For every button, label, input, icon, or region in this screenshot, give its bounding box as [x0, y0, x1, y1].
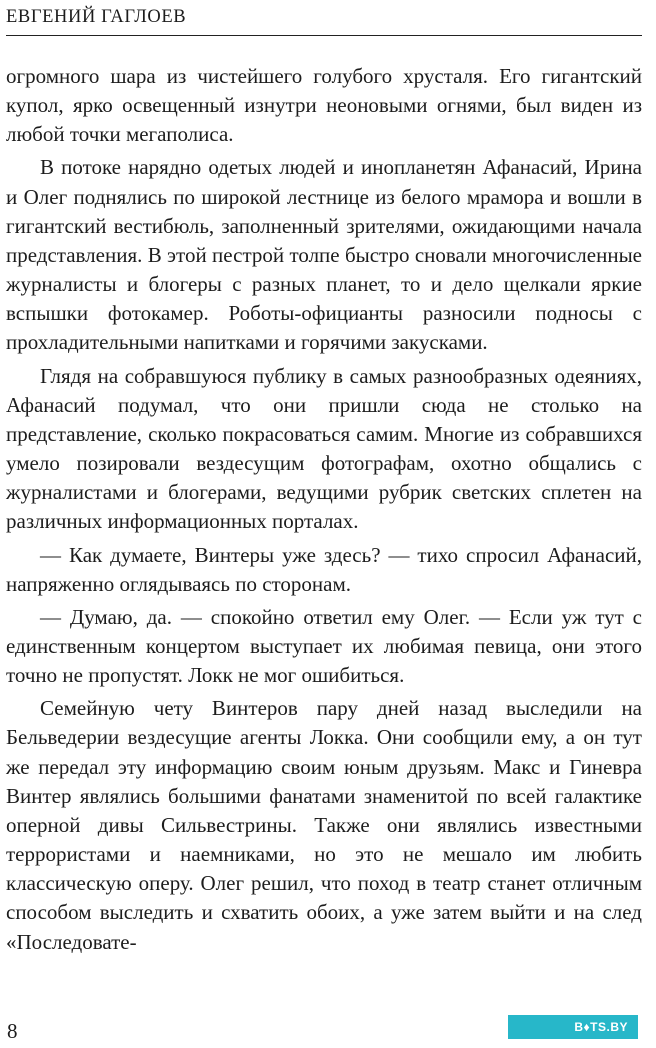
paragraph: Глядя на собравшуюся публику в самых разнообразных одеяниях, Афанасий подумал, что они пришли сюда не столько на представление, сколько покрасоваться самим. Многие из собравшихся умело позировали вездесущим фотографам, охотно общались с журналистами и блогерами, ведущими рубрик светских сплетен на различных информационных порталах.: [6, 363, 642, 534]
page-text: [6, 62, 642, 961]
page-number: 8: [7, 1019, 18, 1043]
paragraph: огромного шара из чистейшего голубого хрусталя. Его гигантский купол, ярко освещенный изнутри неоновыми огнями, был виден из любой точки мегаполиса.: [6, 64, 642, 147]
paragraph: — Думаю, да. — спокойно ответил ему Олег. — Если уж тут с единственным концертом выступает их любимая певица, они этого точно не пропустят. Локк не мог ошибиться.: [6, 604, 642, 688]
paragraph: Семейную чету Винтеров пару дней назад выследили на Бельведерии вездесущие агенты Локка. Они сообщили ему, а он тут же передал эту информацию своим юным друзьям. Макс и Гиневра Винтер являлись большими фанатами знаменитой по всей галактике оперной дивы Сильвестрины. Также они являлись известными террористами и наемниками, но это не мешало им любить классическую оперу. Олег решил, что поход в театр станет отличным способом выследить и схватить обоих, а уже затем выйти и на след «Последовате-: [6, 696, 642, 954]
paragraph: В потоке нарядно одетых людей и инопланетян Афанасий, Ирина и Олег поднялись по широкой лестнице из белого мрамора и вошли в гигантский вестибюль, заполненный зрителями, ожидающими начала представления. В этой пестрой толпе быстро сновали многочисленные журналисты и блогеры с разных планет, то и дело щелкали яркие вспышки фотокамер. Роботы-официанты разносили подносы с прохладительными напитками и горячими закусками.: [6, 155, 642, 355]
watermark-logo: B♦TS.BY: [508, 1015, 638, 1039]
paragraph: — Как думаете, Винтеры уже здесь? — тихо спросил Афанасий, напряженно оглядываясь по сторонам.: [6, 542, 642, 596]
header-rule: [6, 35, 642, 36]
running-head: ЕВГЕНИЙ ГАГЛОЕВ: [6, 7, 187, 27]
